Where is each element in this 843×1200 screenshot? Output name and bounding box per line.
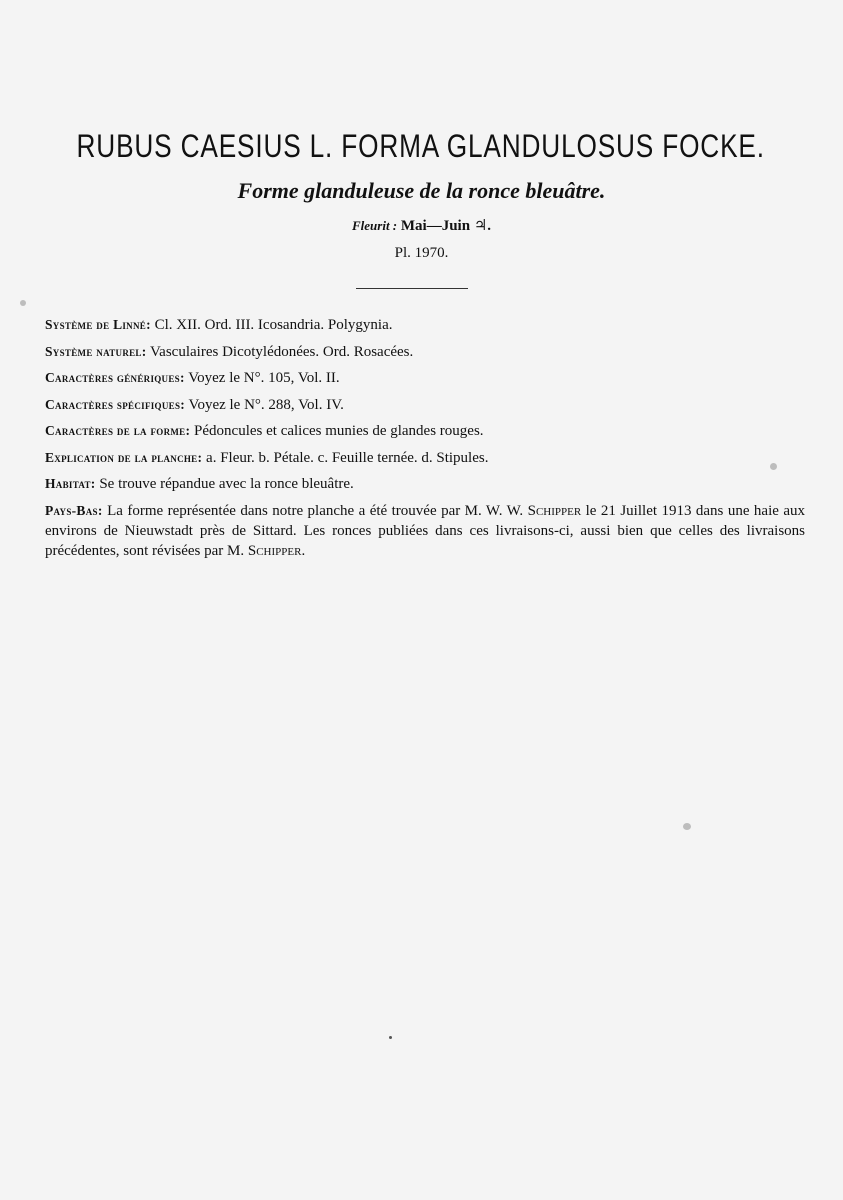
- page-title: RUBUS CAESIUS L. FORMA GLANDULOSUS FOCKE.: [76, 128, 765, 164]
- paper-speck: [389, 1036, 392, 1039]
- entry-caracteres-forme: [45, 421, 805, 441]
- paper-speck: [770, 463, 777, 470]
- entry-sep: :: [97, 502, 103, 518]
- entry-sep: :: [179, 370, 185, 385]
- entry-systeme-linne: [45, 315, 805, 335]
- entry-value: Voyez le N°. 288, Vol. IV.: [188, 396, 344, 413]
- entry-sep: :: [197, 449, 203, 465]
- entry-key: Système de Linné: [45, 317, 147, 332]
- entry-end: .: [301, 542, 306, 559]
- page-subtitle: Forme glanduleuse de la ronce bleuâtre.: [237, 178, 606, 203]
- paper-speck: [683, 823, 691, 830]
- entry-systeme-naturel: [45, 342, 805, 362]
- entry-sep: :: [141, 343, 147, 359]
- entry-pays-bas: [45, 501, 805, 561]
- entry-key: Explication de la planche: [45, 449, 198, 465]
- plate-number: Pl. 1970.: [394, 245, 449, 261]
- entry-sep: :: [180, 396, 186, 412]
- flowering-value: Mai—Juin ♃.: [400, 218, 492, 234]
- flowering-label: Fleurit :: [351, 218, 398, 233]
- entry-habitat: [45, 474, 805, 494]
- entry-value: Pédoncules et calices munies de glandes rouges.: [194, 423, 484, 439]
- entry-key: Habitat: [45, 476, 91, 491]
- entry-sep: :: [90, 476, 96, 491]
- entry-key: Caractères de la forme: [45, 423, 186, 438]
- entries-list: [45, 315, 805, 567]
- entry-caracteres-specifiques: [45, 395, 805, 415]
- flowering-line: [0, 216, 843, 235]
- entry-value-continued: le 21 Juillet 1913 dans une haie aux environs de Nieuwstadt près de Sittard. Les ronces publiées dans ces livraisons-ci, aussi bien que celles des livraisons précédentes, sont révisées par M.: [45, 502, 806, 559]
- entry-value: La forme représentée dans notre planche a été trouvée par M. W. W.: [107, 502, 524, 519]
- divider-rule: [356, 288, 468, 289]
- entry-key: Caractères génériques: [45, 370, 180, 385]
- entry-key: Système naturel: [45, 343, 142, 359]
- entry-value: Vasculaires Dicotylédonées. Ord. Rosacées.: [150, 343, 414, 360]
- entry-value: Se trouve répandue avec la ronce bleuâtre.: [99, 476, 354, 492]
- reviser-name: Schipper: [247, 542, 302, 559]
- entry-value: a. Fleur. b. Pétale. c. Feuille ternée. d. Stipules.: [206, 449, 489, 466]
- entry-value: Cl. XII. Ord. III. Icosandria. Polygynia.: [154, 317, 393, 333]
- entry-key: Pays-Bas: [45, 502, 98, 518]
- paper-speck: [20, 300, 26, 306]
- entry-explication-planche: [45, 448, 805, 468]
- entry-sep: :: [185, 423, 191, 438]
- collector-name: Schipper: [527, 502, 582, 519]
- entry-key: Caractères spécifiques: [45, 396, 181, 412]
- entry-value: Voyez le N°. 105, Vol. II.: [188, 370, 340, 386]
- entry-sep: :: [146, 317, 151, 332]
- entry-caracteres-generiques: [45, 368, 805, 388]
